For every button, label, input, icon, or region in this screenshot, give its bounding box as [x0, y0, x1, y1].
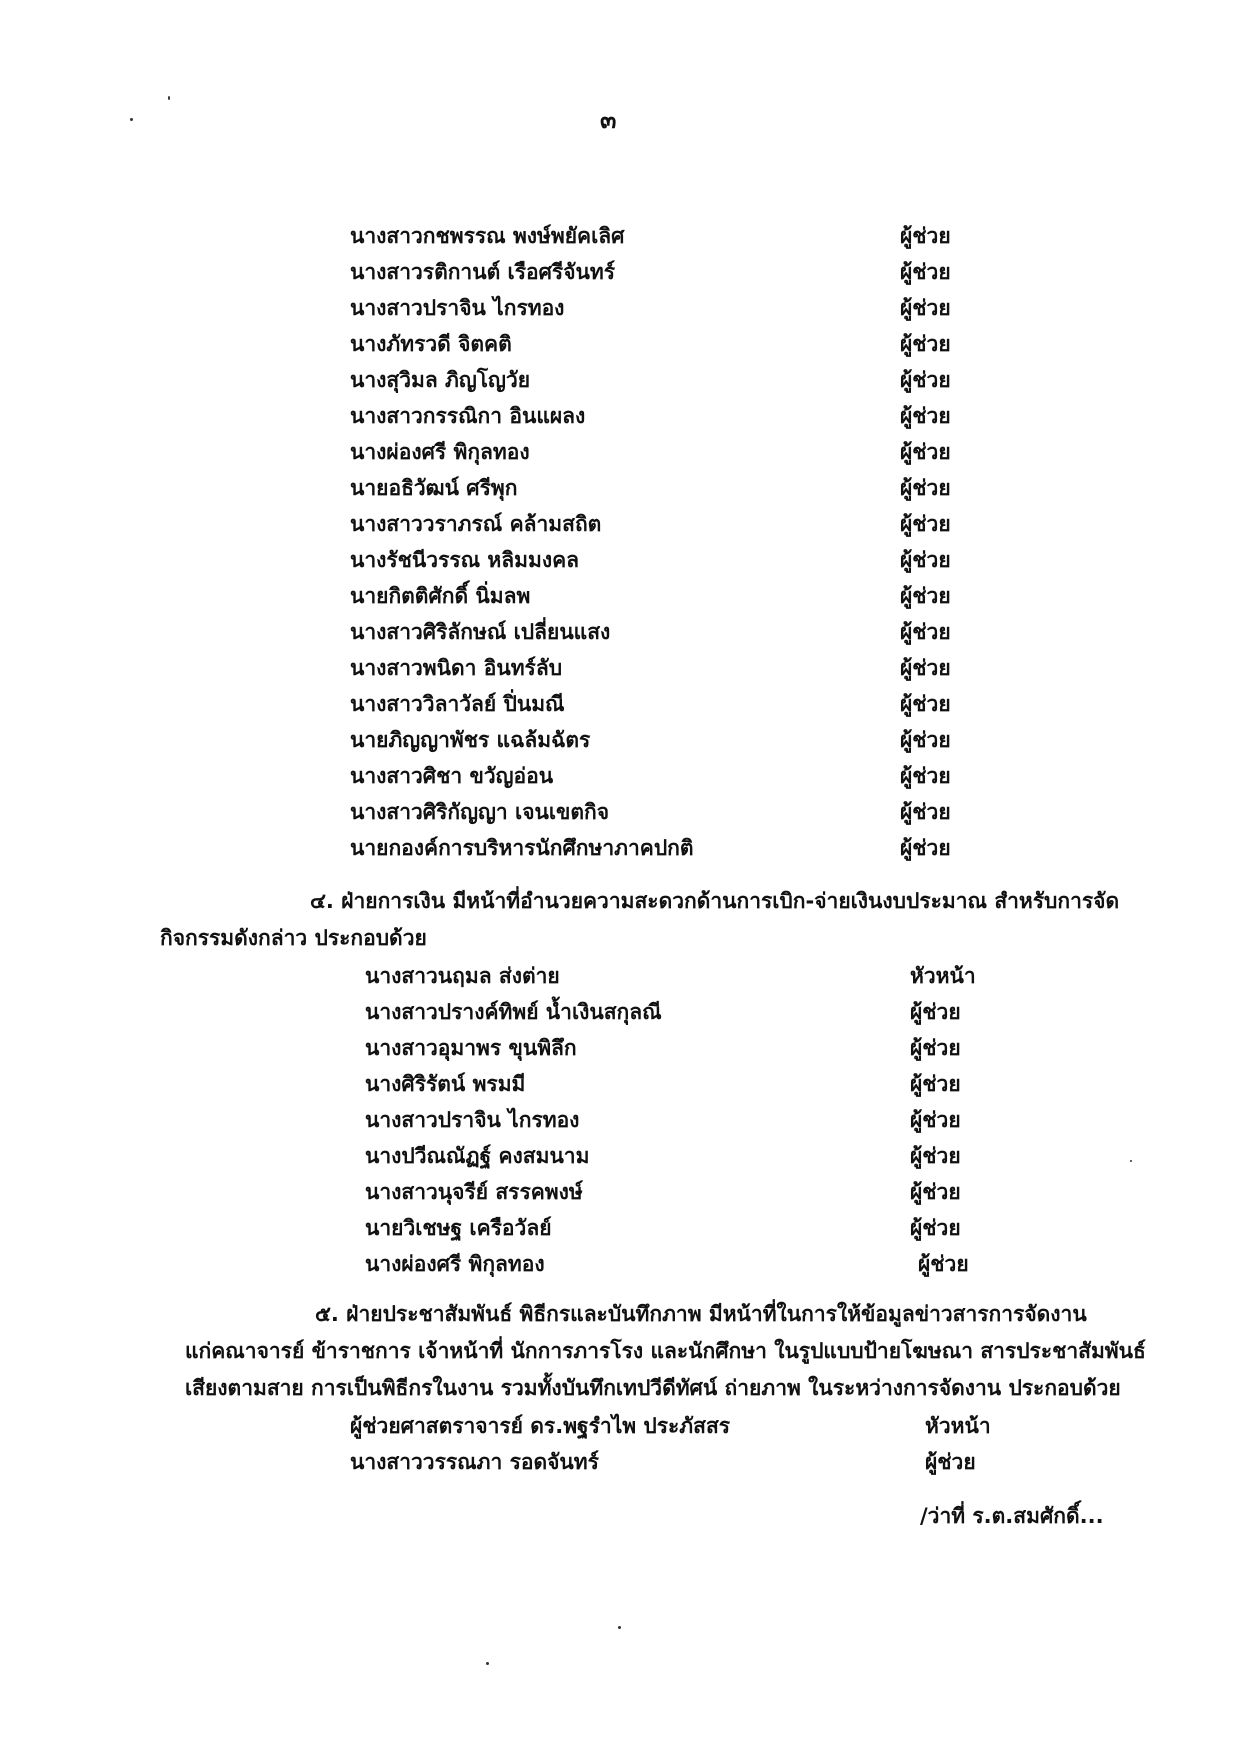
member-name: นายกองค์การบริหารนักศึกษาภาคปกติ	[350, 836, 694, 860]
member-name: นายอธิวัฒน์ ศรีพุก	[350, 476, 518, 500]
member-role: ผู้ช่วย	[910, 1216, 961, 1240]
member-role: ผู้ช่วย	[900, 620, 951, 644]
member-name: นางปวีณณัฏฐ์ คงสมนาม	[365, 1144, 590, 1168]
member-role: ผู้ช่วย	[900, 260, 951, 284]
section5-heading-cont: เสียงตามสาย การเป็นพิธีกรในงาน รวมทั้งบันทึกเทปวีดีทัศน์ ถ่ายภาพ ในระหว่างการจัดงาน ประกอบด้วย	[185, 1376, 1121, 1400]
member-role: ผู้ช่วย	[900, 836, 951, 860]
scan-speck	[1130, 1160, 1132, 1162]
member-name: นางสาวอุมาพร ขุนพิลึก	[365, 1036, 577, 1060]
member-name: นางสาววรรณภา รอดจันทร์	[350, 1450, 599, 1474]
scan-speck	[486, 1662, 489, 1665]
section4-heading-cont: กิจกรรมดังกล่าว ประกอบด้วย	[160, 926, 427, 950]
scan-speck	[130, 118, 133, 121]
member-name: นางสาวกรรณิกา อินแผลง	[350, 404, 586, 428]
member-name: ผู้ช่วยศาสตราจารย์ ดร.พฐรำไพ ประภัสสร	[350, 1414, 731, 1438]
member-name: นางสาวศิริลักษณ์ เปลี่ยนแสง	[350, 620, 611, 644]
member-role: ผู้ช่วย	[900, 296, 951, 320]
member-role: ผู้ช่วย	[900, 728, 951, 752]
member-name: นายกิตติศักดิ์ นิ่มลพ	[350, 584, 531, 608]
member-name: นางรัชนีวรรณ หลิมมงคล	[350, 548, 580, 572]
member-name: นายวิเชษฐ เครือวัลย์	[365, 1216, 552, 1240]
member-name: นางสาวพนิดา อินทร์ลับ	[350, 656, 563, 680]
member-name: นางสาวกชพรรณ พงษ์พยัคเลิศ	[350, 224, 625, 248]
section4-heading: ๔. ฝ่ายการเงิน มีหน้าที่อำนวยความสะดวกด้านการเบิก-จ่ายเงินงบประมาณ สำหรับการจัด	[310, 889, 1120, 913]
member-name: นางสาวปรางค์ทิพย์ น้ำเงินสกุลณี	[365, 1000, 662, 1024]
member-role: ผู้ช่วย	[910, 1036, 961, 1060]
member-role: ผู้ช่วย	[925, 1450, 976, 1474]
member-role: ผู้ช่วย	[900, 512, 951, 536]
member-role: ผู้ช่วย	[900, 764, 951, 788]
member-role: ผู้ช่วย	[900, 476, 951, 500]
member-role: ผู้ช่วย	[900, 224, 951, 248]
member-name: นางภัทรวดี จิตคติ	[350, 332, 512, 356]
member-role: ผู้ช่วย	[910, 1144, 961, 1168]
member-name: นางสาวปราจิน ไกรทอง	[350, 296, 565, 320]
member-name: นางศิริรัตน์ พรมมี	[365, 1072, 526, 1096]
member-role: ผู้ช่วย	[910, 1180, 961, 1204]
member-name: นายภิญญาพัชร แฉล้มฉัตร	[350, 728, 591, 752]
member-role: ผู้ช่วย	[910, 1000, 961, 1024]
member-name: นางสุวิมล ภิญโญวัย	[350, 368, 531, 392]
member-name: นางสาวศิชา ขวัญอ่อน	[350, 764, 554, 788]
member-name: นางสาววราภรณ์ คล้ามสถิต	[350, 512, 602, 536]
member-role: ผู้ช่วย	[900, 584, 951, 608]
member-role: ผู้ช่วย	[918, 1252, 969, 1276]
member-name: นางสาวนฤมล ส่งต่าย	[365, 964, 560, 988]
member-name: นางผ่องศรี พิกุลทอง	[365, 1252, 545, 1276]
member-role: ผู้ช่วย	[900, 548, 951, 572]
scan-speck	[618, 1626, 621, 1629]
section5-heading-cont: แก่คณาจารย์ ข้าราชการ เจ้าหน้าที่ นักการภารโรง และนักศึกษา ในรูปแบบป้ายโฆษณา สารประชาสัมพันธ์	[185, 1339, 1146, 1363]
member-role: หัวหน้า	[925, 1414, 991, 1438]
member-role: ผู้ช่วย	[910, 1072, 961, 1096]
member-name: นางสาวศิริกัญญา เจนเขตกิจ	[350, 800, 610, 824]
continuation-reference: /ว่าที่ ร.ต.สมศักดิ์...	[920, 1504, 1104, 1528]
member-role: ผู้ช่วย	[900, 404, 951, 428]
member-name: นางผ่องศรี พิกุลทอง	[350, 440, 530, 464]
member-name: นางสาววิลาวัลย์ ปิ่นมณี	[350, 692, 565, 716]
member-name: นางสาวรติกานต์ เรือศรีจันทร์	[350, 260, 615, 284]
member-role: ผู้ช่วย	[900, 440, 951, 464]
member-name: นางสาวนุจรีย์ สรรคพงษ์	[365, 1180, 583, 1204]
member-role: ผู้ช่วย	[900, 368, 951, 392]
member-name: นางสาวปราจิน ไกรทอง	[365, 1108, 580, 1132]
member-role: ผู้ช่วย	[910, 1108, 961, 1132]
scan-speck	[168, 96, 170, 100]
member-role: ผู้ช่วย	[900, 692, 951, 716]
member-role: ผู้ช่วย	[900, 656, 951, 680]
member-role: หัวหน้า	[910, 964, 976, 988]
page-number: ๓	[600, 106, 617, 134]
member-role: ผู้ช่วย	[900, 800, 951, 824]
section5-heading: ๕. ฝ่ายประชาสัมพันธ์ พิธีกรและบันทึกภาพ มีหน้าที่ในการให้ข้อมูลข่าวสารการจัดงาน	[315, 1302, 1087, 1326]
member-role: ผู้ช่วย	[900, 332, 951, 356]
